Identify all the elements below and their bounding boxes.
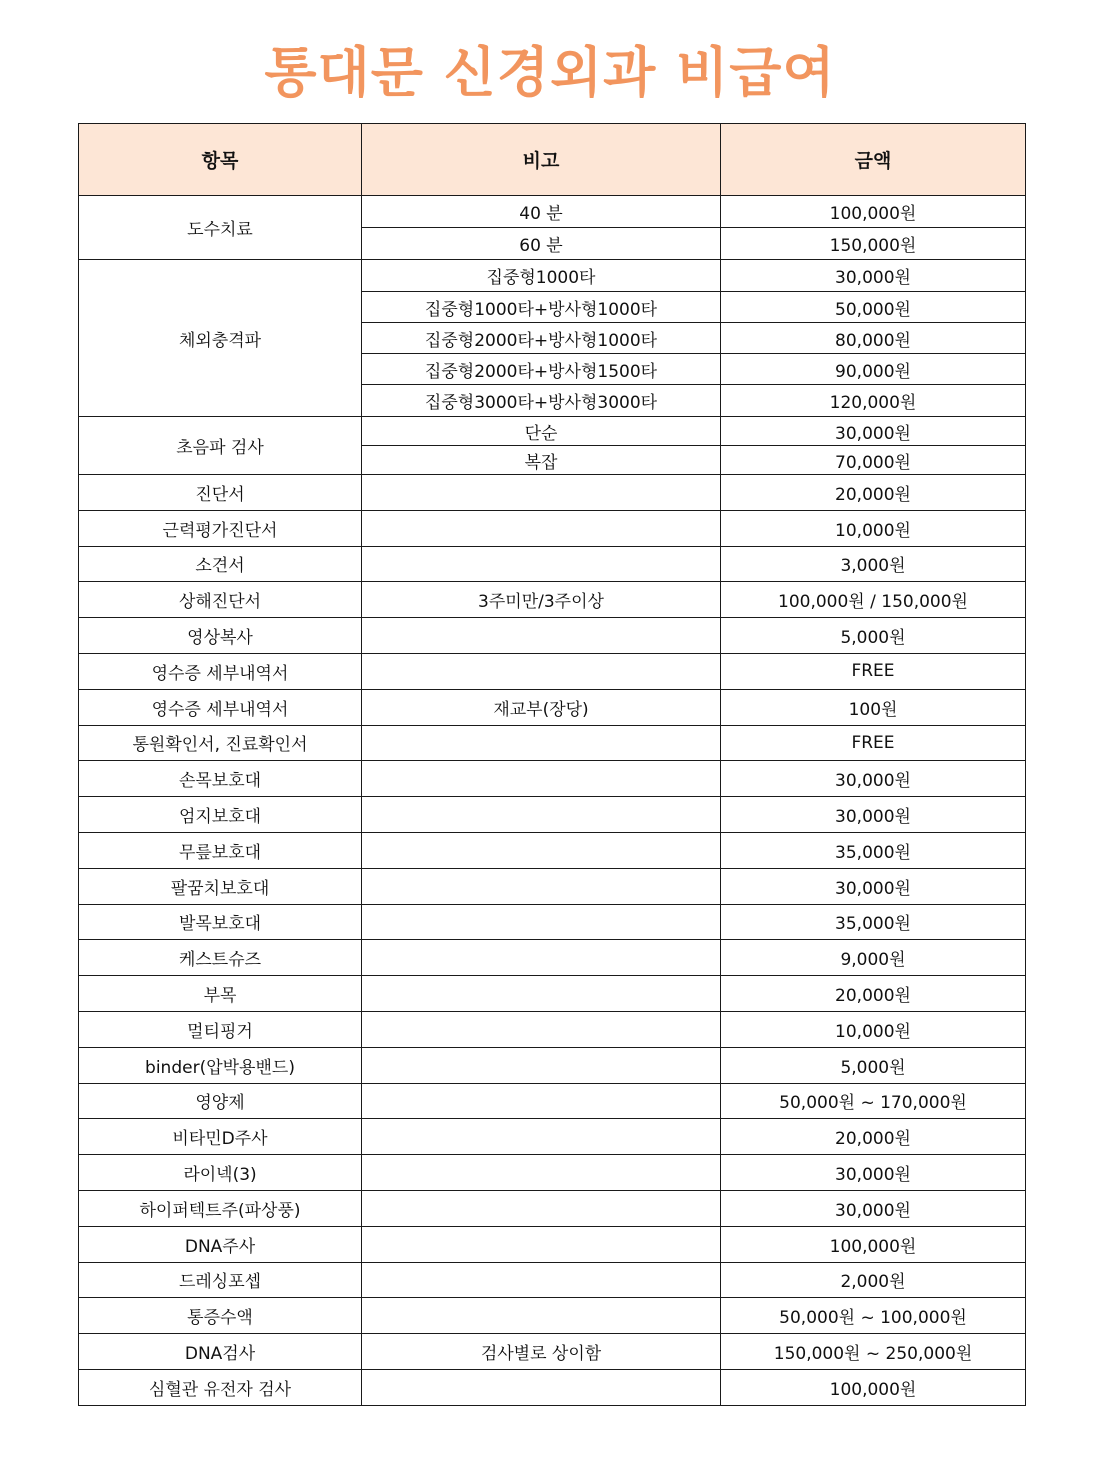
note-cell: 40 분 [362, 196, 721, 228]
table-row [79, 868, 1026, 904]
table-row [79, 1298, 1026, 1334]
table-row [79, 1083, 1026, 1119]
price-cell: 100,000원 / 150,000원 [721, 582, 1026, 618]
note-cell [362, 832, 721, 868]
item-cell: 초음파 검사 [79, 417, 362, 475]
note-cell [362, 797, 721, 833]
price-cell: 50,000원 [721, 292, 1026, 323]
price-cell: FREE [721, 653, 1026, 689]
table-row [79, 510, 1026, 546]
note-cell [362, 1190, 721, 1226]
price-cell: 10,000원 [721, 1011, 1026, 1047]
price-cell: 100,000원 [721, 1226, 1026, 1262]
header-price: 금액 [721, 124, 1026, 196]
header-row [79, 124, 1026, 196]
price-cell: 30,000원 [721, 868, 1026, 904]
item-cell: DNA검사 [79, 1334, 362, 1370]
item-cell: 드레싱포셉 [79, 1262, 362, 1298]
price-cell: 120,000원 [721, 385, 1026, 417]
table-row [79, 725, 1026, 761]
item-cell: 통증수액 [79, 1298, 362, 1334]
price-cell: 3,000원 [721, 546, 1026, 582]
price-cell: 30,000원 [721, 1190, 1026, 1226]
note-cell [362, 1369, 721, 1405]
price-cell: 20,000원 [721, 976, 1026, 1012]
fee-table [78, 123, 1026, 1406]
price-cell: 90,000원 [721, 354, 1026, 385]
price-cell: 100원 [721, 689, 1026, 725]
item-cell: 무릎보호대 [79, 832, 362, 868]
item-cell: 팔꿈치보호대 [79, 868, 362, 904]
price-cell: 100,000원 [721, 196, 1026, 228]
table-row [79, 1369, 1026, 1405]
note-cell [362, 546, 721, 582]
table-row [79, 904, 1026, 940]
item-cell: 부목 [79, 976, 362, 1012]
price-cell: 10,000원 [721, 510, 1026, 546]
table-row [79, 1047, 1026, 1083]
note-cell [362, 725, 721, 761]
table-row [79, 546, 1026, 582]
header-item: 항목 [79, 124, 362, 196]
item-cell: 근력평가진단서 [79, 510, 362, 546]
note-cell: 60 분 [362, 228, 721, 260]
table-row [79, 1119, 1026, 1155]
note-cell [362, 761, 721, 797]
table-row [79, 1155, 1026, 1191]
item-cell: 체외충격파 [79, 260, 362, 417]
note-cell: 재교부(장당) [362, 689, 721, 725]
item-cell: DNA주사 [79, 1226, 362, 1262]
note-cell [362, 976, 721, 1012]
price-cell: 50,000원 ~ 100,000원 [721, 1298, 1026, 1334]
price-cell: 35,000원 [721, 832, 1026, 868]
table-row [79, 797, 1026, 833]
note-cell [362, 1011, 721, 1047]
note-cell: 집중형2000타+방사형1500타 [362, 354, 721, 385]
item-cell: 손목보호대 [79, 761, 362, 797]
price-cell: 100,000원 [721, 1369, 1026, 1405]
table-row [79, 832, 1026, 868]
item-cell: 비타민D주사 [79, 1119, 362, 1155]
note-cell: 집중형3000타+방사형3000타 [362, 385, 721, 417]
table-row [79, 1011, 1026, 1047]
table-row [79, 689, 1026, 725]
page-title: 통대문 신경외과 비급여 [264, 41, 836, 104]
note-cell: 집중형1000타 [362, 260, 721, 292]
table-row [79, 196, 1026, 228]
price-cell: 30,000원 [721, 1155, 1026, 1191]
price-cell: 150,000원 [721, 228, 1026, 260]
price-cell: 30,000원 [721, 797, 1026, 833]
note-cell: 3주미만/3주이상 [362, 582, 721, 618]
note-cell [362, 940, 721, 976]
price-cell: 30,000원 [721, 260, 1026, 292]
price-cell: 70,000원 [721, 446, 1026, 475]
item-cell: 상해진단서 [79, 582, 362, 618]
table-row [79, 940, 1026, 976]
note-cell [362, 904, 721, 940]
note-cell [362, 618, 721, 654]
price-cell: FREE [721, 725, 1026, 761]
price-cell: 5,000원 [721, 618, 1026, 654]
item-cell: 진단서 [79, 475, 362, 511]
item-cell: binder(압박용밴드) [79, 1047, 362, 1083]
price-cell: 30,000원 [721, 417, 1026, 446]
price-cell: 50,000원 ~ 170,000원 [721, 1083, 1026, 1119]
item-cell: 심혈관 유전자 검사 [79, 1369, 362, 1405]
note-cell [362, 475, 721, 511]
item-cell: 발목보호대 [79, 904, 362, 940]
table-row [79, 417, 1026, 446]
note-cell: 집중형2000타+방사형1000타 [362, 323, 721, 354]
table-row [79, 475, 1026, 511]
table-row [79, 761, 1026, 797]
item-cell: 멀티핑거 [79, 1011, 362, 1047]
table-row [79, 260, 1026, 292]
price-cell: 9,000원 [721, 940, 1026, 976]
price-cell: 2,000원 [721, 1262, 1026, 1298]
price-cell: 150,000원 ~ 250,000원 [721, 1334, 1026, 1370]
table-row [79, 1190, 1026, 1226]
item-cell: 영상복사 [79, 618, 362, 654]
note-cell: 복잡 [362, 446, 721, 475]
note-cell [362, 1047, 721, 1083]
table-row [79, 582, 1026, 618]
item-cell: 통원확인서, 진료확인서 [79, 725, 362, 761]
table-row [79, 1226, 1026, 1262]
item-cell: 엄지보호대 [79, 797, 362, 833]
table-row [79, 976, 1026, 1012]
table-row [79, 1262, 1026, 1298]
item-cell: 영수증 세부내역서 [79, 689, 362, 725]
note-cell [362, 1119, 721, 1155]
price-cell: 80,000원 [721, 323, 1026, 354]
item-cell: 도수치료 [79, 196, 362, 260]
price-cell: 35,000원 [721, 904, 1026, 940]
note-cell [362, 1298, 721, 1334]
price-cell: 5,000원 [721, 1047, 1026, 1083]
note-cell: 단순 [362, 417, 721, 446]
note-cell [362, 868, 721, 904]
price-cell: 20,000원 [721, 1119, 1026, 1155]
note-cell: 집중형1000타+방사형1000타 [362, 292, 721, 323]
note-cell [362, 1226, 721, 1262]
note-cell [362, 653, 721, 689]
item-cell: 영수증 세부내역서 [79, 653, 362, 689]
item-cell: 라이넥(3) [79, 1155, 362, 1191]
note-cell [362, 1083, 721, 1119]
price-cell: 20,000원 [721, 475, 1026, 511]
note-cell [362, 510, 721, 546]
table-row [79, 618, 1026, 654]
price-cell: 30,000원 [721, 761, 1026, 797]
item-cell: 소견서 [79, 546, 362, 582]
note-cell [362, 1155, 721, 1191]
table-row [79, 1334, 1026, 1370]
header-note: 비고 [362, 124, 721, 196]
note-cell [362, 1262, 721, 1298]
table-row [79, 653, 1026, 689]
item-cell: 케스트슈즈 [79, 940, 362, 976]
item-cell: 하이퍼텍트주(파상풍) [79, 1190, 362, 1226]
note-cell: 검사별로 상이함 [362, 1334, 721, 1370]
item-cell: 영양제 [79, 1083, 362, 1119]
